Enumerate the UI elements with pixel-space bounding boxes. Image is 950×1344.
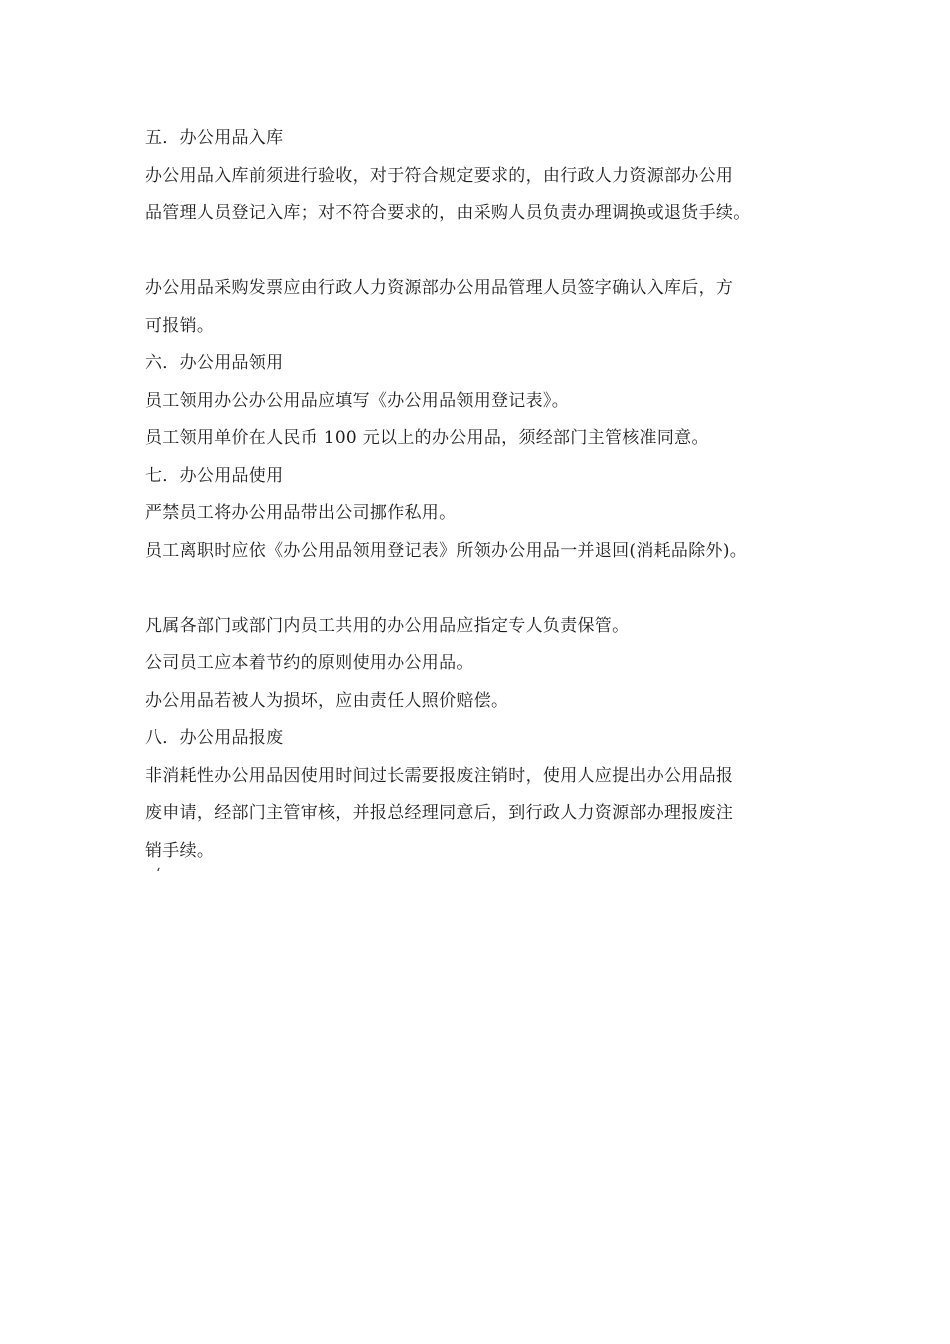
stray-quote-mark: ‘ — [156, 866, 161, 882]
paragraph-line: 品管理人员登记入库；对不符合要求的，由采购人员负责办理调换或退货手续。 — [145, 203, 751, 223]
blank-line — [145, 233, 825, 271]
paragraph-line: 销手续。 — [145, 840, 215, 861]
paragraph-line: 凡属各部门或部门内员工共用的办公用品应指定专人负责保管。 — [145, 615, 630, 636]
paragraph-line: 严禁员工将办公用品带出公司挪作私用。 — [145, 503, 457, 523]
section-heading: 六．办公用品领用 — [145, 353, 284, 373]
paragraph-line: 办公用品入库前须进行验收，对于符合规定要求的，由行政人力资源部办公用 — [145, 165, 734, 186]
blank-line — [145, 570, 825, 608]
paragraph-line: 非消耗性办公用品因使用时间过长需要报废注销时，使用人应提出办公用品报 — [145, 765, 734, 786]
section-heading: 七．办公用品使用 — [145, 465, 284, 486]
paragraph-line: 可报销。 — [145, 315, 215, 336]
document-body — [145, 120, 825, 870]
paragraph-line: 废申请，经部门主管审核，并报总经理同意后，到行政人力资源部办理报废注 — [145, 803, 734, 823]
paragraph-line: 公司员工应本着节约的原则使用办公用品。 — [145, 653, 474, 673]
section-heading: 八．办公用品报废 — [145, 728, 284, 748]
paragraph-line: 办公用品采购发票应由行政人力资源部办公用品管理人员签字确认入库后，方 — [145, 278, 734, 298]
section-heading: 五．办公用品入库 — [145, 128, 284, 148]
paragraph-line: 员工领用单价在人民币 100 元以上的办公用品，须经部门主管核准同意。 — [145, 428, 709, 448]
paragraph-line: 员工离职时应依《办公用品领用登记表》所领办公用品一并退回(消耗品除外)。 — [145, 540, 748, 561]
paragraph-line: 办公用品若被人为损坏，应由责任人照价赔偿。 — [145, 690, 509, 711]
paragraph-line: 员工领用办公办公用品应填写《办公用品领用登记表》。 — [145, 390, 569, 411]
